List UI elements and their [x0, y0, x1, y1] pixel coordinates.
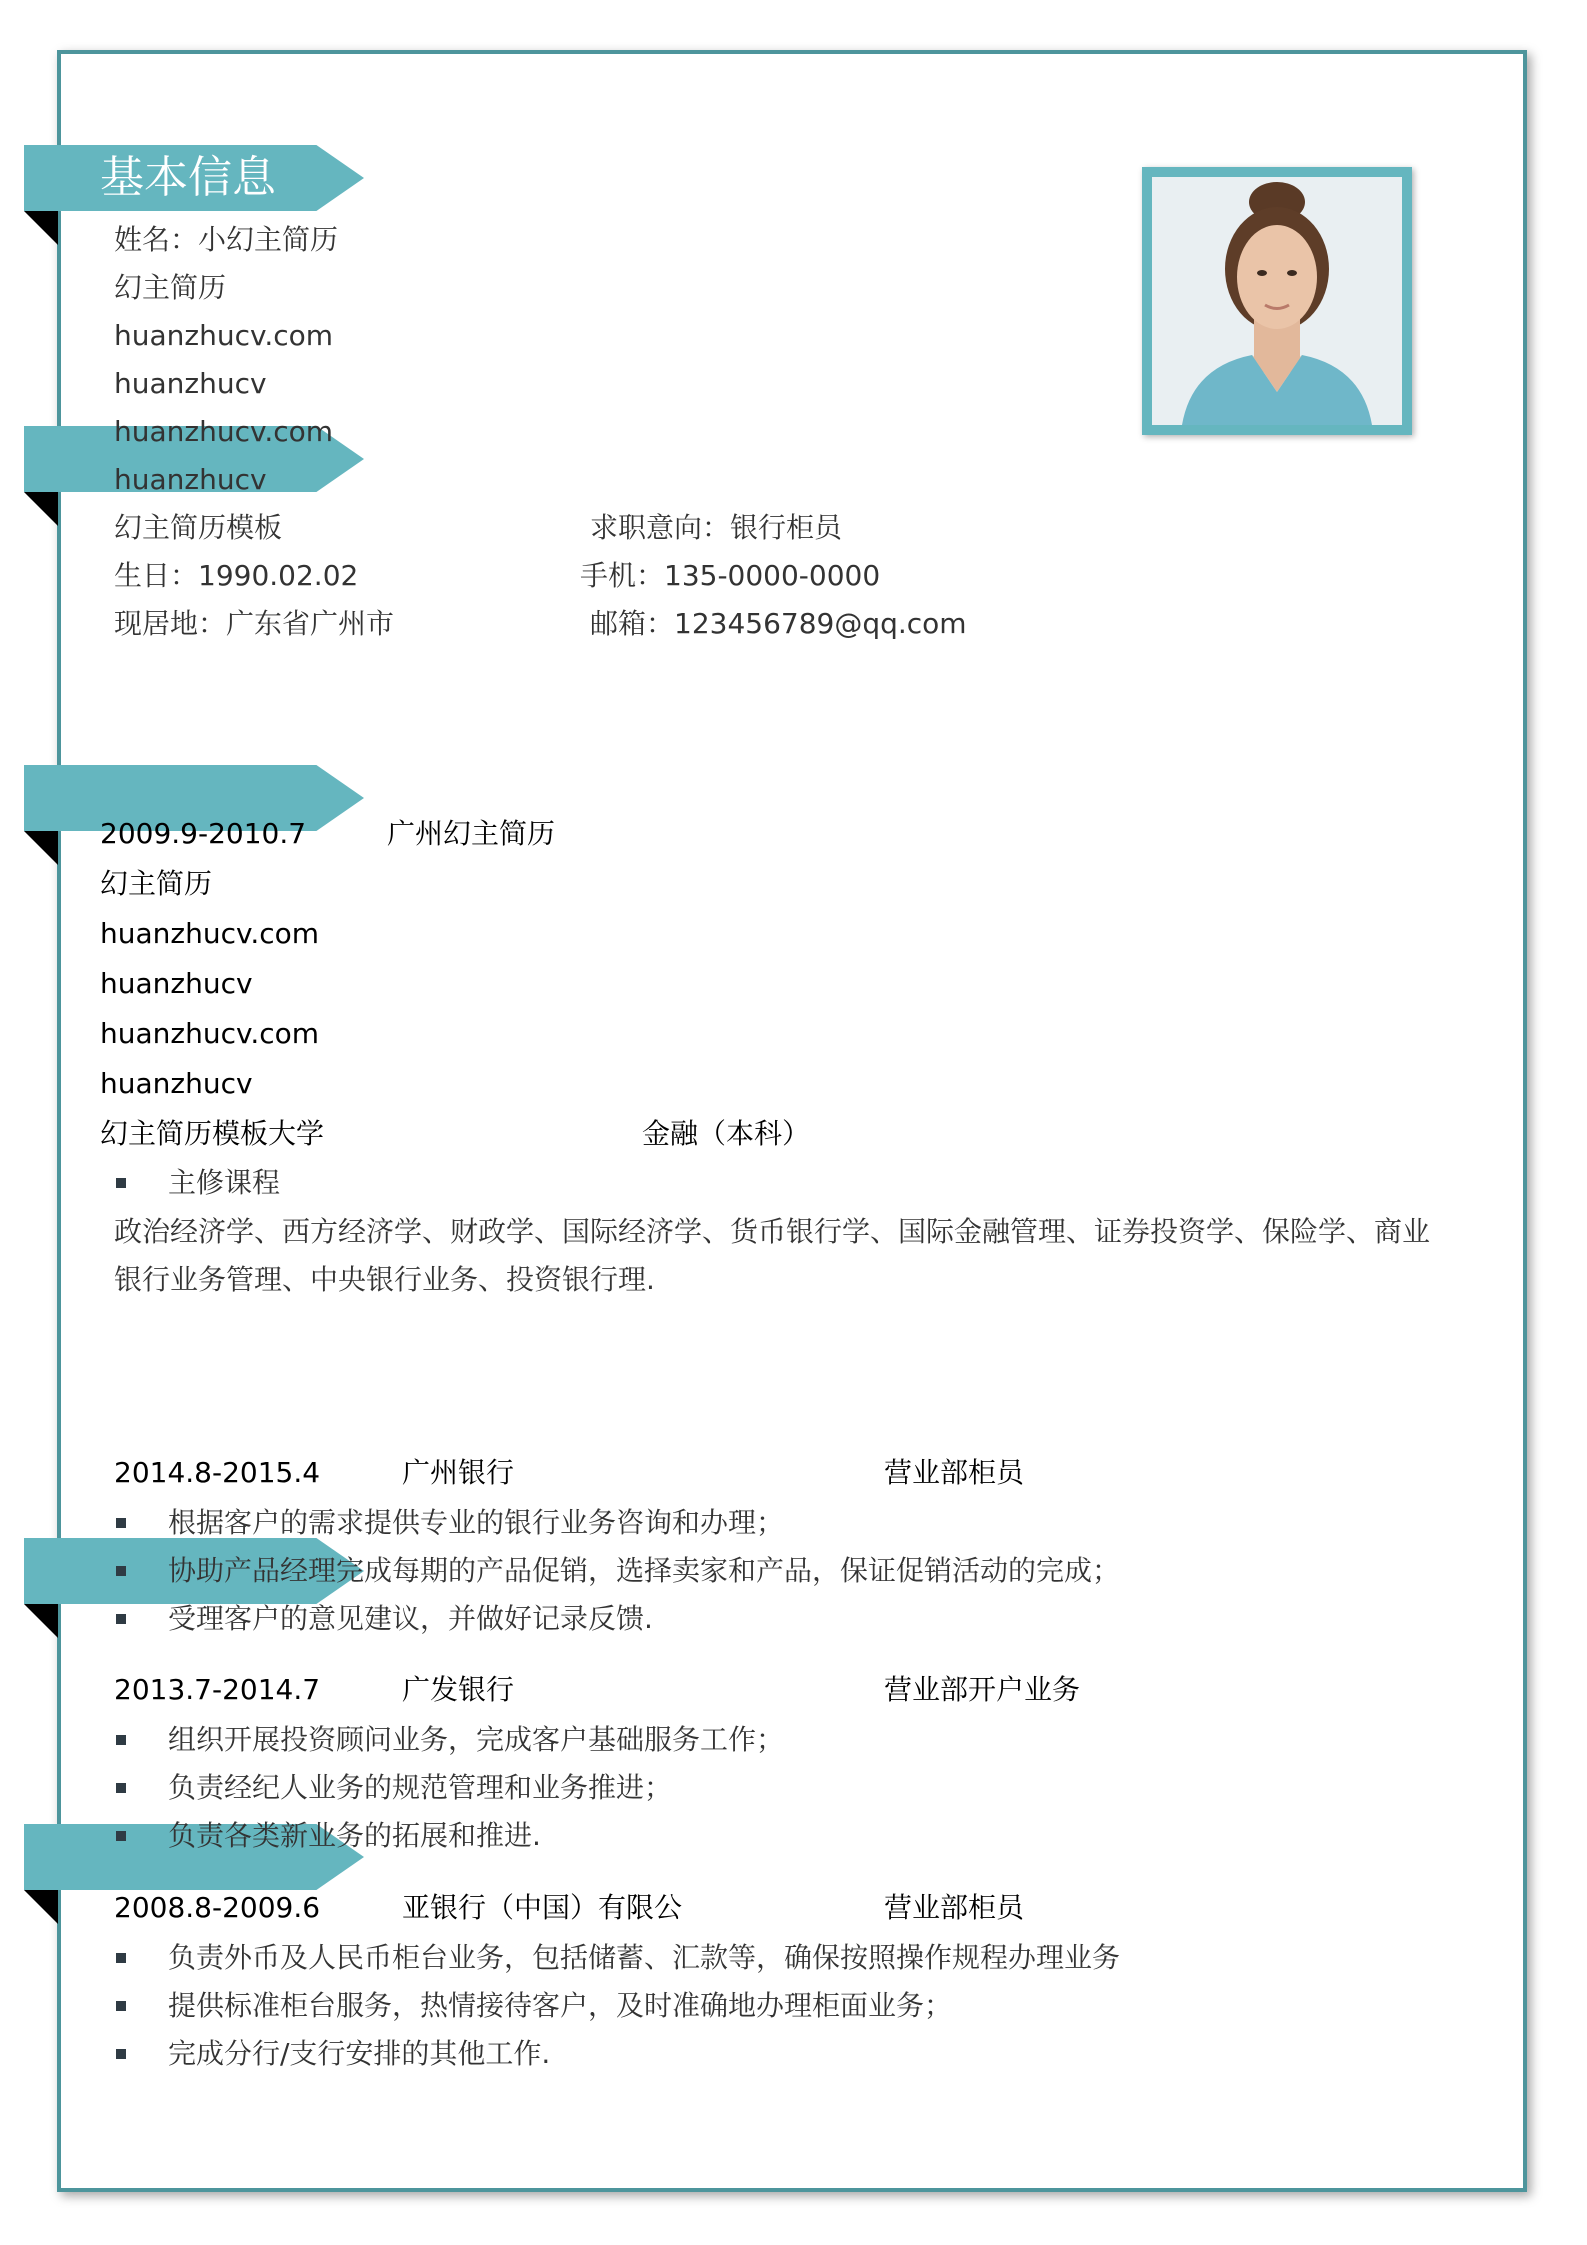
edu-school-short: 广州幻主简历	[387, 817, 556, 850]
edu-courses-label: 主修课程	[168, 1166, 281, 1199]
ribbon-fold-5	[24, 1890, 58, 1924]
work-3-position: 营业部柜员	[884, 1891, 1025, 1924]
bullet-square-icon	[116, 1831, 126, 1841]
work-2-position: 营业部开户业务	[884, 1673, 1081, 1706]
section-title-basic-info: 基本信息	[100, 152, 276, 203]
work-2-company: 广发银行	[402, 1673, 515, 1706]
work-2-duty-3: 负责各类新业务的拓展和推进.	[168, 1819, 541, 1852]
edu-filler-3: huanzhucv	[100, 967, 253, 1000]
ribbon-fold-education	[24, 831, 58, 865]
edu-period: 2009.9-2010.7	[100, 817, 307, 850]
edu-filler-1: 幻主简历	[100, 867, 213, 900]
ribbon-fold-4	[24, 1604, 58, 1638]
edu-filler-4: huanzhucv.com	[100, 1017, 320, 1050]
basic-filler-3: huanzhucv	[114, 367, 267, 400]
work-3-company: 亚银行（中国）有限公	[402, 1891, 683, 1924]
work-2-duty-2: 负责经纪人业务的规范管理和业务推进；	[168, 1771, 673, 1804]
work-1-position: 营业部柜员	[884, 1456, 1025, 1489]
bullet-square-icon	[116, 1735, 126, 1745]
bullet-square-icon	[116, 1518, 126, 1528]
basic-filler-1: 幻主简历	[114, 271, 227, 304]
bullet-square-icon	[116, 1178, 126, 1188]
bullet-square-icon	[116, 2001, 126, 2011]
bullet-square-icon	[116, 1783, 126, 1793]
edu-courses-line-2: 银行业务管理、中央银行业务、投资银行理.	[114, 1263, 655, 1296]
bullet-square-icon	[116, 2049, 126, 2059]
bullet-square-icon	[116, 1566, 126, 1576]
portrait-image	[1152, 177, 1402, 425]
work-1-period: 2014.8-2015.4	[114, 1456, 321, 1489]
work-3-duty-1: 负责外币及人民币柜台业务，包括储蓄、汇款等，确保按照操作规程办理业务	[168, 1941, 1121, 1974]
basic-email: 邮箱：123456789@qq.com	[590, 607, 967, 640]
basic-name: 姓名：小幻主简历	[114, 223, 339, 256]
work-1-duty-3: 受理客户的意见建议，并做好记录反馈.	[168, 1602, 653, 1635]
basic-objective: 求职意向：银行柜员	[590, 511, 843, 544]
edu-filler-5: huanzhucv	[100, 1067, 253, 1100]
basic-filler-5: huanzhucv	[114, 463, 267, 496]
basic-location: 现居地：广东省广州市	[114, 607, 395, 640]
bullet-square-icon	[116, 1614, 126, 1624]
work-2-period: 2013.7-2014.7	[114, 1673, 321, 1706]
edu-university: 幻主简历模板大学	[100, 1117, 325, 1150]
edu-major: 金融（本科）	[642, 1117, 811, 1150]
basic-filler-4: huanzhucv.com	[114, 415, 334, 448]
ribbon-fold-basic-info	[24, 211, 58, 245]
basic-birthday: 生日：1990.02.02	[114, 559, 359, 592]
work-3-duty-2: 提供标准柜台服务，热情接待客户，及时准确地办理柜面业务；	[168, 1989, 953, 2022]
edu-courses-line-1: 政治经济学、西方经济学、财政学、国际经济学、货币银行学、国际金融管理、证券投资学、保险学、商业	[114, 1215, 1431, 1248]
profile-photo	[1142, 167, 1412, 435]
basic-phone: 手机：135-0000-0000	[580, 559, 881, 592]
work-3-duty-3: 完成分行/支行安排的其他工作.	[168, 2037, 551, 2070]
basic-filler-2: huanzhucv.com	[114, 319, 334, 352]
work-1-company: 广州银行	[402, 1456, 515, 1489]
ribbon-fold-2	[24, 492, 58, 526]
edu-filler-2: huanzhucv.com	[100, 917, 320, 950]
basic-template: 幻主简历模板	[114, 511, 283, 544]
work-2-duty-1: 组织开展投资顾问业务，完成客户基础服务工作；	[168, 1723, 785, 1756]
work-3-period: 2008.8-2009.6	[114, 1891, 321, 1924]
work-1-duty-1: 根据客户的需求提供专业的银行业务咨询和办理；	[168, 1506, 785, 1539]
work-1-duty-2: 协助产品经理完成每期的产品促销，选择卖家和产品，保证促销活动的完成；	[168, 1554, 1121, 1587]
bullet-square-icon	[116, 1953, 126, 1963]
